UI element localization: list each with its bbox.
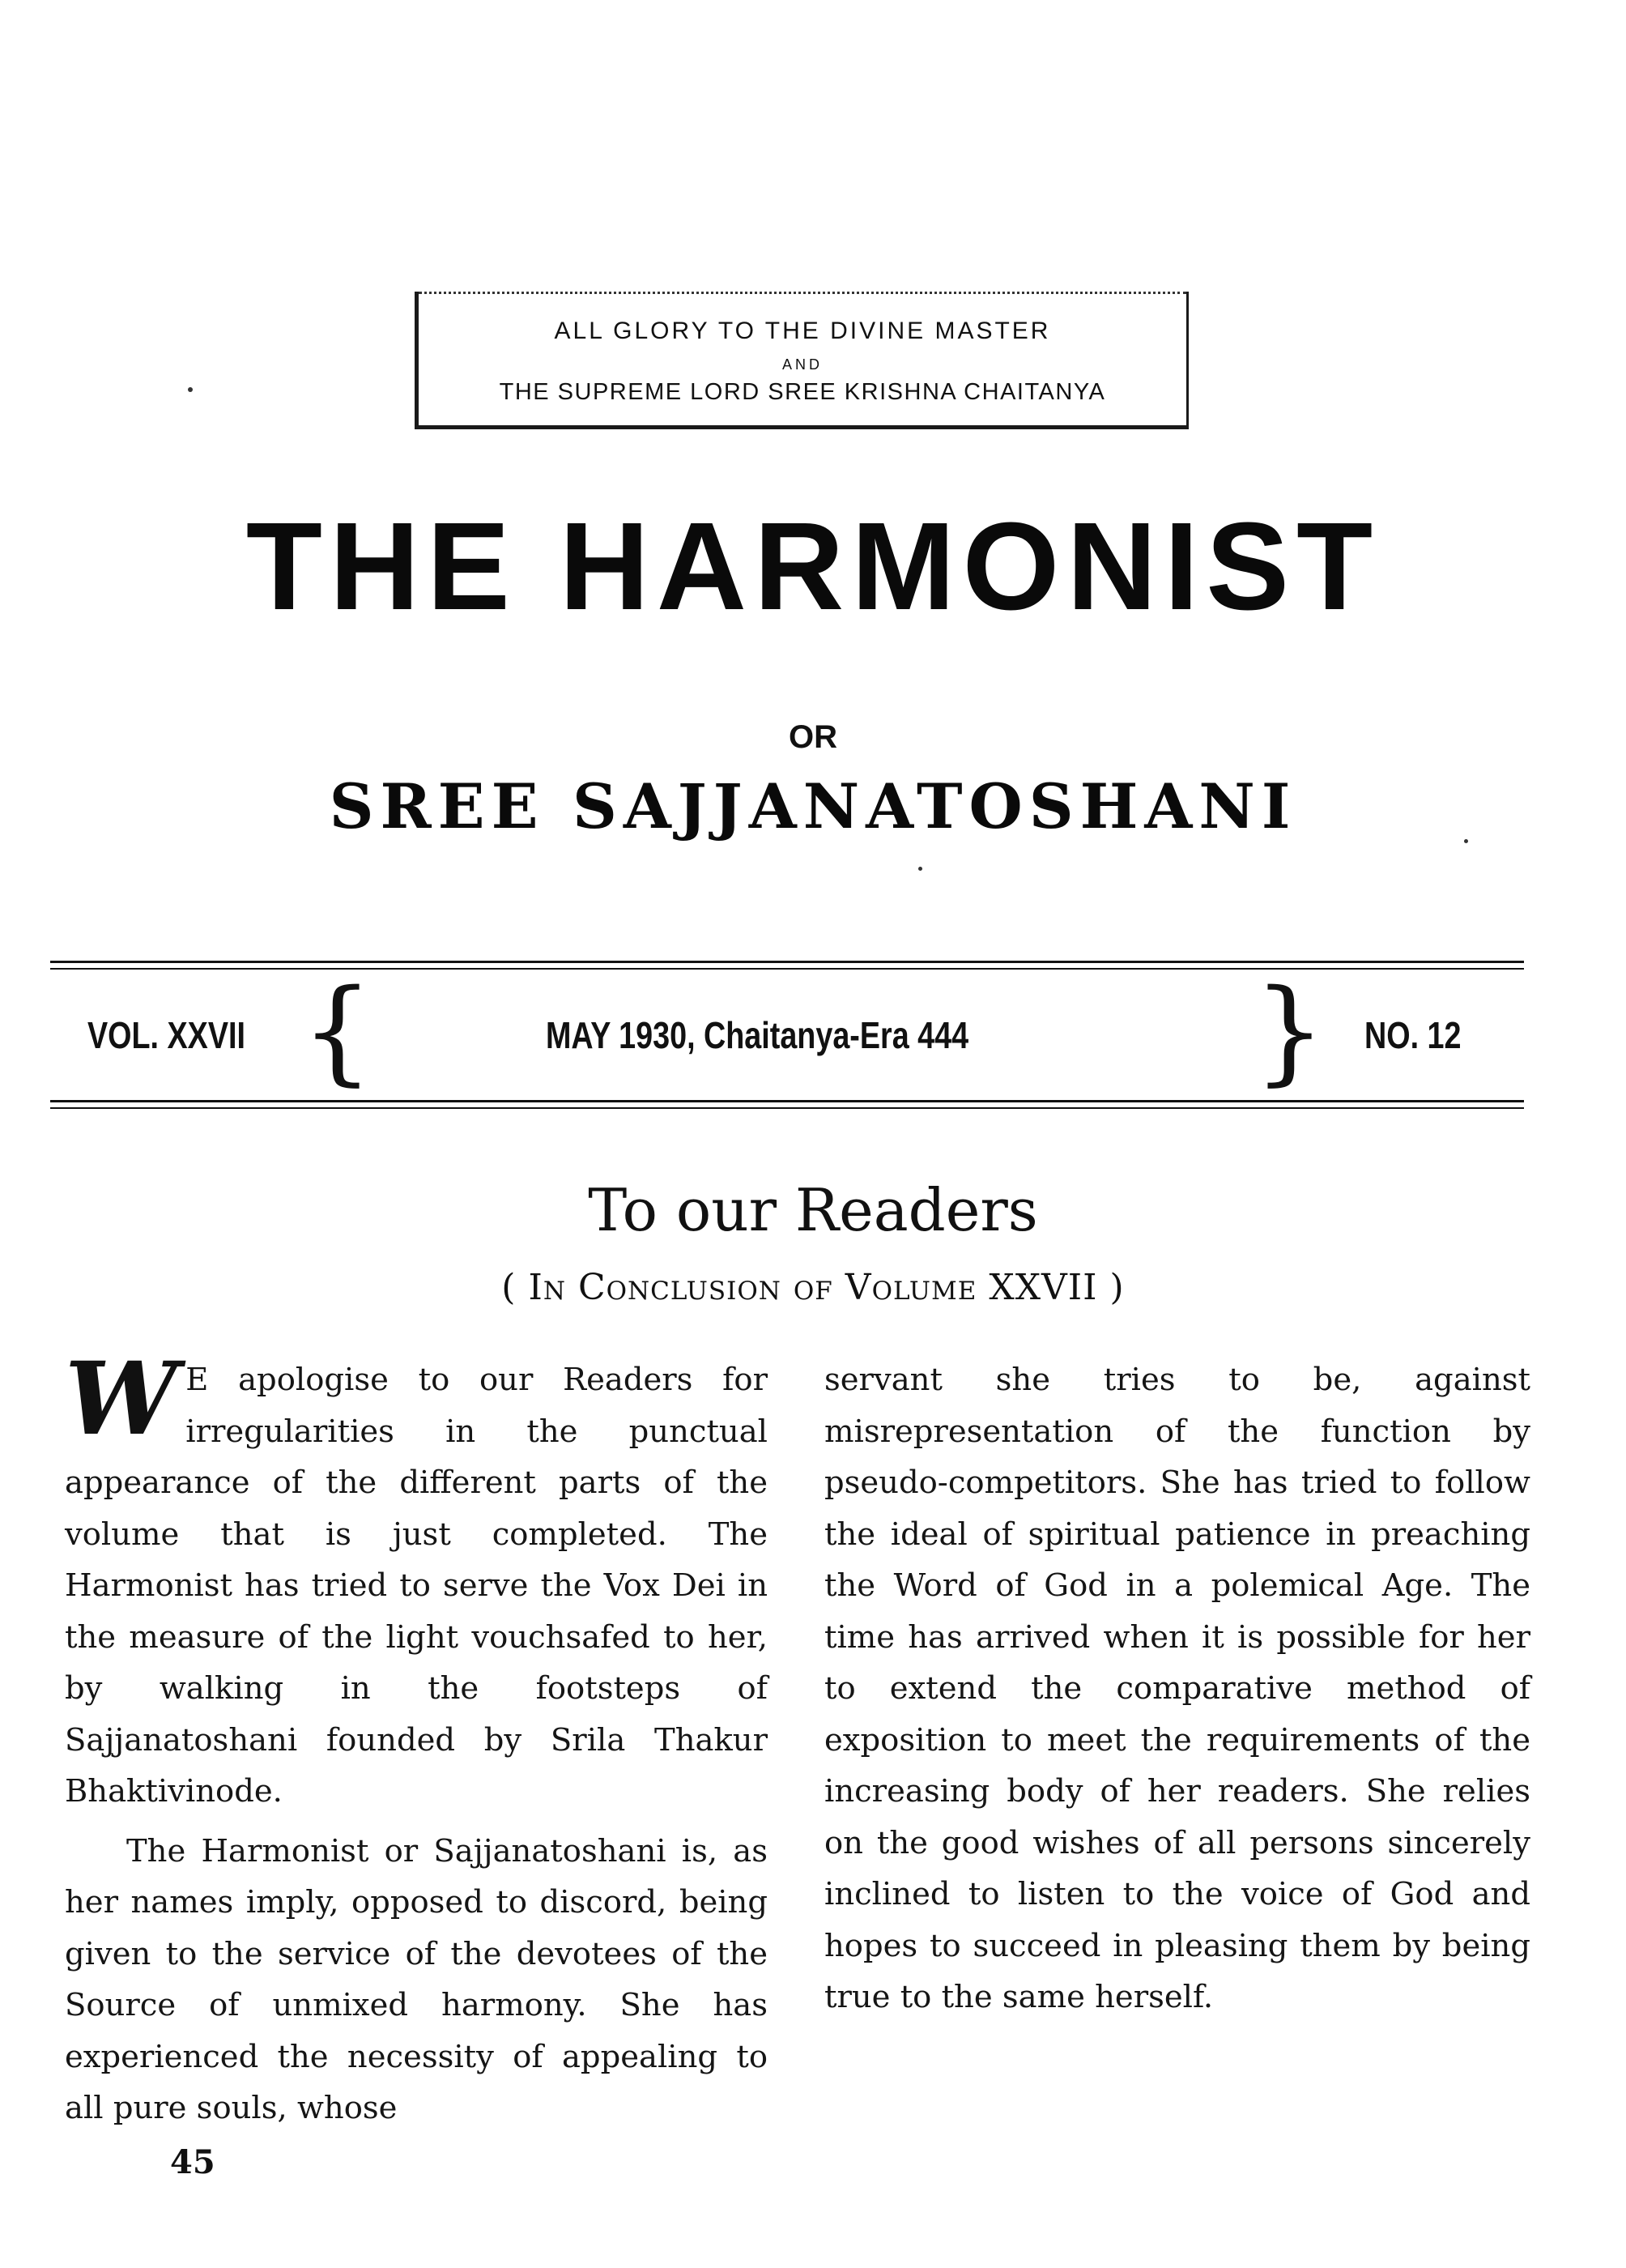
right-brace-ornament: } <box>1254 966 1326 1098</box>
decorative-dot <box>918 867 922 871</box>
page-number: 45 <box>170 2143 215 2181</box>
issue-number: NO. 12 <box>1364 1014 1462 1056</box>
dedication-line-2: AND <box>781 356 823 373</box>
issue-band-bottom-rule <box>50 1100 1524 1109</box>
paragraph-2: The Harmonist or Sajjanatoshani is, as her names imply, opposed to discord, being given to the service of the devotees of the Source of unmixed harmony. She has experienced the necessity of appealing to all pure souls, whose <box>65 1832 768 2126</box>
right-column <box>824 1354 1530 2023</box>
volume-label: VOL. XXVII <box>87 1014 245 1056</box>
decorative-dot <box>188 387 193 392</box>
decorative-dot <box>1464 839 1468 843</box>
dedication-box <box>415 292 1189 429</box>
dedication-line-3: THE SUPREME LORD SREE KRISHNA CHAITANYA <box>499 379 1106 405</box>
masthead-subtitle: SREE SAJJANATOSHANI <box>329 770 1297 842</box>
masthead-or: OR <box>789 719 837 755</box>
article-subtitle: ( In Conclusion of Volume XXVII ) <box>501 1267 1125 1308</box>
issue-date: MAY 1930, Chaitanya-Era 444 <box>546 1014 969 1056</box>
paragraph-1 <box>65 1341 768 1818</box>
left-column <box>65 1341 768 2134</box>
dedication-bottom-rule <box>419 425 1186 429</box>
paragraph-1-text: E apologise to our Readers for irregularities in the punctual appearance of the different parts of the volume that is just completed. The Harmonist has tried to serve the Vox Dei in the measure of the light vouchsafed to her, by walking in the footsteps of Sajjanatoshani founded by Srila Thakur Bhaktivinode. <box>65 1362 768 1810</box>
dedication-top-rule <box>419 292 1186 294</box>
left-brace-ornament: { <box>301 966 374 1098</box>
paragraph-3: servant she tries to be, against misrepresentation of the function by pseudo-competitors. She has tried to follow the ideal of spiritual patience in preaching the Word of God in a polemical Age. The time has arrived when it is possible for her to extend the comparative method of exposition to meet the requirements of the increasing body of her readers. She relies on the good wishes of all persons sincerely inclined to listen to the voice of God and hopes to succeed in pleasing them by being true to the same herself. <box>824 1362 1530 2015</box>
article-title: To our Readers <box>588 1176 1038 1244</box>
drop-cap: W <box>65 1341 178 1458</box>
dedication-line-1: ALL GLORY TO THE DIVINE MASTER <box>554 318 1051 344</box>
masthead-title: THE HARMONIST <box>245 497 1381 636</box>
